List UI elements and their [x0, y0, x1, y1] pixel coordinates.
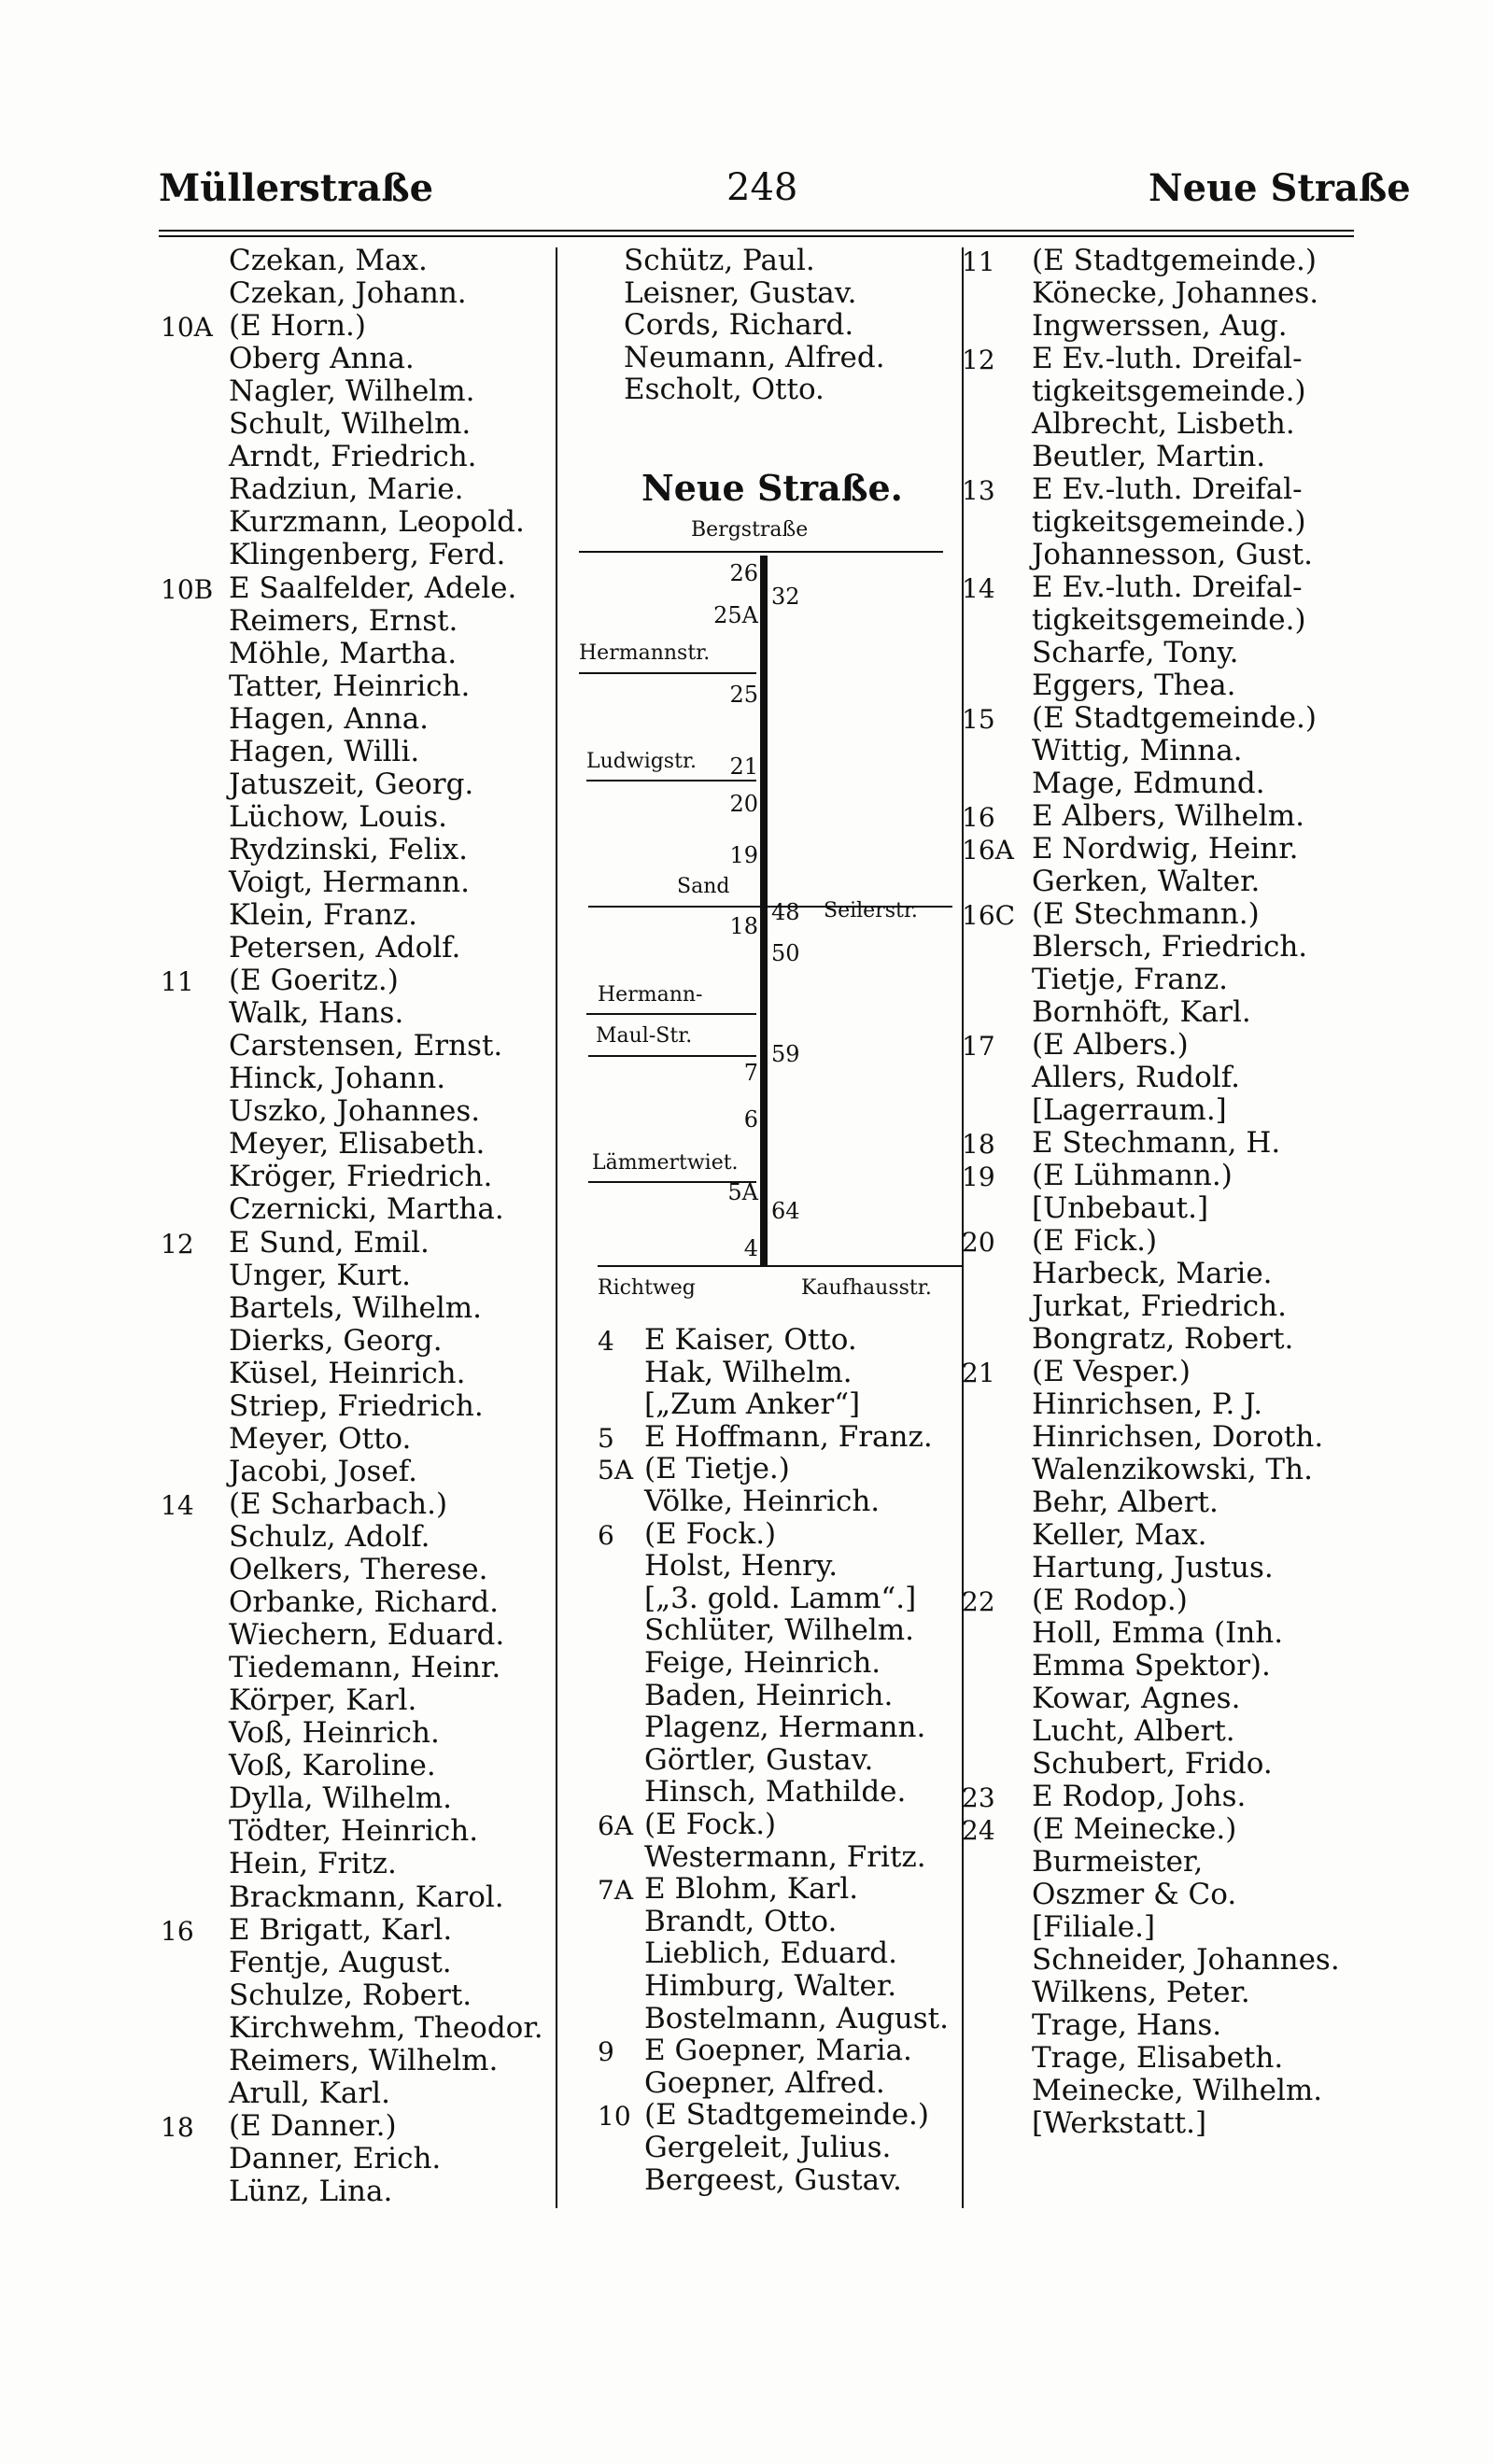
- entry-line: Beutler, Martin.: [1032, 440, 1266, 473]
- entry-line: (E Danner.): [229, 2108, 397, 2143]
- entry-line: Behr, Albert.: [1032, 1485, 1219, 1519]
- entry-line: Dylla, Wilhelm.: [229, 1781, 453, 1816]
- entry-line: Bergeest, Gustav.: [644, 2162, 902, 2197]
- entry-line: (E Scharbach.): [229, 1486, 448, 1521]
- map-street-hermannstr: Hermannstr.: [579, 641, 711, 665]
- entry-line: Tiedemann, Heinr.: [229, 1651, 501, 1685]
- entry-line: Gergeleit, Julius.: [644, 2131, 892, 2164]
- entry-line: Trage, Elisabeth.: [1032, 2041, 1284, 2075]
- map-line-top: [579, 551, 943, 553]
- entry-line: Görtler, Gustav.: [644, 1742, 874, 1777]
- map-house-number-right: 32: [771, 584, 800, 610]
- map-line: [579, 672, 756, 674]
- house-number: 14: [161, 1489, 194, 1521]
- entry-line: (E Lühmann.): [1032, 1159, 1233, 1192]
- house-number: 20: [962, 1227, 995, 1258]
- entry-line: Mage, Edmund.: [1032, 767, 1265, 800]
- house-number: 16: [161, 1915, 194, 1947]
- map-street-hermann: Hermann-: [598, 983, 703, 1007]
- map-street-seilerstr: Seilerstr.: [824, 899, 918, 922]
- house-number: 6A: [598, 1810, 634, 1841]
- entry-line: Wittig, Minna.: [1032, 734, 1243, 767]
- house-number: 12: [161, 1228, 194, 1260]
- house-number: 9: [598, 2036, 614, 2068]
- house-number: 5: [598, 1422, 614, 1454]
- entry-line: Schult, Wilhelm.: [229, 407, 472, 442]
- entry-line: (E Stadtgemeinde.): [644, 2098, 930, 2133]
- entry-line: [Werkstatt.]: [1032, 2106, 1207, 2140]
- entry-line: Oszmer & Co.: [1032, 1878, 1237, 1911]
- map-street-bar: [760, 556, 768, 1265]
- entry-line: Schneider, Johannes.: [1032, 1943, 1340, 1977]
- map-street-laemmertwiet: Lämmertwiet.: [592, 1151, 739, 1175]
- house-number: 5A: [598, 1455, 634, 1486]
- entry-line: Brandt, Otto.: [644, 1904, 838, 1938]
- map-street-ludwigstr: Ludwigstr.: [586, 750, 698, 773]
- entry-line: Czekan, Max.: [229, 244, 428, 277]
- map-line: [586, 780, 756, 781]
- entry-line: Schlüter, Wilhelm.: [644, 1613, 914, 1648]
- house-number: 10: [598, 2101, 631, 2133]
- entry-line: E Hoffmann, Franz.: [644, 1419, 933, 1454]
- entry-line: Westermann, Fritz.: [644, 1839, 926, 1874]
- house-number: 12: [962, 345, 995, 375]
- entry-line: Völke, Heinrich.: [644, 1485, 881, 1518]
- entry-line: Keller, Max.: [1032, 1518, 1207, 1552]
- running-head-left: Müllerstraße: [159, 166, 434, 210]
- entry-line: Kowar, Agnes.: [1032, 1682, 1241, 1715]
- entry-line: E Sund, Emil.: [229, 1225, 430, 1260]
- entry-line: E Nordwig, Heinr.: [1032, 832, 1299, 866]
- house-number: 17: [962, 1031, 995, 1062]
- header-rule-top: [159, 230, 1354, 232]
- entry-line: Trage, Hans.: [1032, 2008, 1222, 2042]
- entry-line: Tietje, Franz.: [1032, 963, 1229, 996]
- entry-line: (E Horn.): [229, 309, 367, 344]
- house-number: 19: [962, 1162, 995, 1192]
- entry-line: [„Zum Anker“]: [644, 1387, 861, 1422]
- entry-line: Wilkens, Peter.: [1032, 1976, 1250, 2009]
- house-number: 22: [962, 1586, 995, 1617]
- entry-line: Blersch, Friedrich.: [1032, 930, 1308, 964]
- entry-line: Goepner, Alfred.: [644, 2065, 885, 2100]
- entry-line: (E Stadtgemeinde.): [1032, 701, 1318, 735]
- entry-line: Cords, Richard.: [624, 308, 854, 342]
- map-house-number-left: 26: [729, 560, 758, 586]
- entry-line: Küsel, Heinrich.: [229, 1356, 466, 1390]
- entry-line: Unger, Kurt.: [229, 1258, 411, 1292]
- entry-line: Walk, Hans.: [229, 996, 404, 1031]
- entry-line: [Unbebaut.]: [1032, 1191, 1209, 1225]
- entry-line: (E Meinecke.): [1032, 1812, 1237, 1846]
- entry-line: tigkeitsgemeinde.): [1032, 374, 1306, 408]
- entry-line: Carstensen, Ernst.: [229, 1029, 503, 1063]
- entry-line: Meinecke, Wilhelm.: [1032, 2074, 1323, 2107]
- entry-line: Albrecht, Lisbeth.: [1032, 407, 1295, 441]
- entry-line: Hein, Fritz.: [229, 1847, 397, 1881]
- entry-line: Eggers, Thea.: [1032, 669, 1236, 702]
- entry-line: Wiechern, Eduard.: [229, 1618, 505, 1653]
- entry-line: tigkeitsgemeinde.): [1032, 505, 1306, 539]
- entry-line: Himburg, Walter.: [644, 1969, 897, 2003]
- entry-line: E Rodop, Johs.: [1032, 1780, 1247, 1813]
- map-house-number-left: 20: [729, 791, 758, 817]
- entry-line: Arndt, Friedrich.: [229, 440, 477, 474]
- house-number: 23: [962, 1782, 995, 1813]
- entry-line: (E Vesper.): [1032, 1355, 1191, 1388]
- entry-line: Lieblich, Eduard.: [644, 1936, 897, 1971]
- entry-line: Hinrichsen, P. J.: [1032, 1387, 1263, 1421]
- entry-line: (E Stechmann.): [1032, 897, 1260, 931]
- entry-line: Klingenberg, Ferd.: [229, 538, 506, 572]
- map-house-number-right: 50: [771, 940, 800, 966]
- map-house-number-left: 6: [743, 1106, 758, 1133]
- house-number: 11: [962, 246, 995, 277]
- entry-line: Scharfe, Tony.: [1032, 636, 1239, 669]
- entry-line: Kröger, Friedrich.: [229, 1160, 493, 1194]
- entry-line: Lünz, Lina.: [229, 2174, 393, 2208]
- map-street-richtweg: Richtweg: [598, 1276, 696, 1300]
- house-number: 14: [962, 573, 995, 604]
- map-house-number-left: 25A: [713, 602, 758, 628]
- entry-line: Jurkat, Friedrich.: [1032, 1289, 1287, 1323]
- entry-line: Hak, Wilhelm.: [644, 1355, 853, 1389]
- house-number: 11: [161, 966, 194, 998]
- entry-line: E Albers, Wilhelm.: [1032, 799, 1305, 833]
- entry-line: Nagler, Wilhelm.: [229, 374, 475, 409]
- entry-line: Könecke, Johannes.: [1032, 276, 1319, 310]
- entry-line: (E Fock.): [644, 1808, 777, 1841]
- entry-line: Johannesson, Gust.: [1032, 538, 1313, 571]
- entry-line: Reimers, Ernst.: [229, 603, 458, 638]
- entry-line: Kurzmann, Leopold.: [229, 505, 525, 540]
- house-number: 18: [161, 2111, 194, 2143]
- house-number: 16: [962, 802, 995, 833]
- map-house-number-left: 21: [729, 753, 758, 780]
- entry-line: Emma Spektor).: [1032, 1649, 1271, 1683]
- map-street-maulstr: Maul-Str.: [596, 1024, 693, 1048]
- entry-line: E Ev.-luth. Dreifal-: [1032, 472, 1303, 506]
- entry-line: [„3. gold. Lamm“.]: [644, 1581, 917, 1615]
- map-house-number-left: 18: [729, 913, 758, 939]
- entry-line: Hinsch, Mathilde.: [644, 1775, 907, 1809]
- entry-line: Hagen, Anna.: [229, 701, 430, 736]
- entry-line: Möhle, Martha.: [229, 636, 458, 670]
- entry-line: Czernicki, Martha.: [229, 1192, 504, 1227]
- entry-line: Escholt, Otto.: [624, 373, 825, 406]
- entry-line: Kirchwehm, Theodor.: [229, 2010, 543, 2045]
- map-street-sand: Sand: [677, 875, 730, 898]
- entry-line: Jacobi, Josef.: [229, 1454, 417, 1488]
- entry-line: Klein, Franz.: [229, 898, 417, 932]
- entry-line: tigkeitsgemeinde.): [1032, 603, 1306, 637]
- entry-line: Radziun, Marie.: [229, 472, 464, 507]
- entry-line: Tatter, Heinrich.: [229, 669, 471, 703]
- map-house-number-right: 48: [771, 899, 800, 925]
- map-street-kaufhausstr: Kaufhausstr.: [801, 1276, 932, 1300]
- entry-line: Uszko, Johannes.: [229, 1094, 481, 1129]
- entry-line: (E Tietje.): [644, 1452, 790, 1486]
- entry-line: Schütz, Paul.: [624, 244, 815, 277]
- street-map: [579, 509, 962, 1300]
- entry-line: Hinck, Johann.: [229, 1062, 446, 1096]
- entry-line: Petersen, Adolf.: [229, 931, 461, 965]
- entry-line: (E Rodop.): [1032, 1584, 1188, 1617]
- entry-line: (E Goeritz.): [229, 964, 399, 998]
- street-title: Neue Straße.: [641, 467, 903, 509]
- map-line-bottom: [598, 1265, 962, 1267]
- page-number: 248: [726, 166, 798, 209]
- map-line: [586, 1013, 756, 1015]
- entry-line: Ingwerssen, Aug.: [1032, 309, 1288, 343]
- entry-line: Hinrichsen, Doroth.: [1032, 1420, 1324, 1454]
- entry-line: Striep, Friedrich.: [229, 1388, 484, 1423]
- entry-line: Oelkers, Therese.: [229, 1553, 488, 1586]
- house-number: 16C: [962, 900, 1016, 931]
- entry-line: (E Stadtgemeinde.): [1032, 244, 1318, 277]
- map-line: [588, 1055, 756, 1057]
- entry-line: [Lagerraum.]: [1032, 1093, 1227, 1127]
- entry-line: Neumann, Alfred.: [624, 340, 885, 374]
- house-number: 21: [962, 1358, 995, 1388]
- entry-line: (E Albers.): [1032, 1028, 1189, 1062]
- entry-line: Voß, Heinrich.: [229, 1716, 440, 1751]
- header-rule-bottom: [159, 235, 1354, 237]
- entry-line: Voß, Karoline.: [229, 1749, 436, 1783]
- entry-line: Dierks, Georg.: [229, 1323, 443, 1358]
- entry-line: E Blohm, Karl.: [644, 1872, 859, 1907]
- column-divider-1: [556, 247, 557, 2208]
- entry-line: E Goepner, Maria.: [644, 2034, 912, 2068]
- entry-line: Feige, Heinrich.: [644, 1646, 881, 1680]
- entry-line: Bartels, Wilhelm.: [229, 1290, 483, 1325]
- entry-line: Hagen, Willi.: [229, 734, 420, 768]
- entry-line: Schubert, Frido.: [1032, 1747, 1273, 1781]
- house-number: 4: [598, 1326, 614, 1357]
- house-number: 6: [598, 1519, 614, 1551]
- entry-line: Hartung, Justus.: [1032, 1551, 1274, 1584]
- entry-line: Arull, Karl.: [229, 2076, 390, 2110]
- map-house-number-left: 7: [743, 1060, 758, 1086]
- entry-line: Czekan, Johann.: [229, 276, 467, 311]
- map-house-number-left: 25: [729, 682, 758, 708]
- entry-line: Brackmann, Karol.: [229, 1880, 504, 1914]
- entry-line: Oberg Anna.: [229, 342, 415, 376]
- entry-line: Lucht, Albert.: [1032, 1714, 1235, 1748]
- entry-line: Leisner, Gustav.: [624, 275, 857, 310]
- map-house-number-left: 4: [743, 1235, 758, 1261]
- entry-line: Jatuszeit, Georg.: [229, 767, 474, 801]
- map-top-street: Bergstraße: [691, 518, 809, 542]
- entry-line: Bostelmann, August.: [644, 2001, 949, 2035]
- map-house-number-right: 59: [771, 1041, 800, 1067]
- entry-line: Lüchow, Louis.: [229, 799, 447, 834]
- entry-line: Schulze, Robert.: [229, 1978, 472, 2012]
- entry-line: E Ev.-luth. Dreifal-: [1032, 342, 1303, 375]
- entry-line: Bornhöft, Karl.: [1032, 995, 1251, 1029]
- entry-line: Körper, Karl.: [229, 1683, 417, 1718]
- entry-line: Plagenz, Hermann.: [644, 1711, 926, 1745]
- house-number: 13: [962, 475, 995, 506]
- entry-line: Fentje, August.: [229, 1945, 452, 1979]
- house-number: 24: [962, 1815, 995, 1846]
- map-house-number-left: 5A: [727, 1179, 758, 1205]
- entry-line: Rydzinski, Felix.: [229, 832, 469, 866]
- house-number: 15: [962, 704, 995, 735]
- house-number: 10A: [161, 312, 213, 344]
- entry-line: Danner, Erich.: [229, 2141, 442, 2175]
- house-number: 16A: [962, 835, 1014, 866]
- entry-line: Gerken, Walter.: [1032, 865, 1261, 898]
- entry-line: Reimers, Wilhelm.: [229, 2043, 499, 2077]
- entry-line: E Ev.-luth. Dreifal-: [1032, 570, 1303, 604]
- entry-line: Schulz, Adolf.: [229, 1519, 430, 1554]
- house-number: 10B: [161, 573, 214, 605]
- entry-line: (E Fick.): [1032, 1224, 1158, 1258]
- map-house-number-left: 19: [729, 842, 758, 868]
- entry-line: E Kaiser, Otto.: [644, 1323, 857, 1357]
- house-number: 18: [962, 1129, 995, 1160]
- entry-line: E Brigatt, Karl.: [229, 1912, 453, 1947]
- running-head-right: Neue Straße: [1149, 166, 1411, 210]
- entry-line: Harbeck, Marie.: [1032, 1257, 1273, 1290]
- entry-line: Walenzikowski, Th.: [1032, 1453, 1313, 1486]
- entry-line: Burmeister,: [1032, 1845, 1204, 1879]
- house-number: 7A: [598, 1875, 634, 1907]
- entry-line: Meyer, Elisabeth.: [229, 1127, 486, 1162]
- entry-line: Holl, Emma (Inh.: [1032, 1616, 1284, 1650]
- entry-line: Bongratz, Robert.: [1032, 1322, 1294, 1356]
- entry-line: Voigt, Hermann.: [229, 865, 470, 899]
- entry-line: E Saalfelder, Adele.: [229, 570, 517, 605]
- entry-line: Meyer, Otto.: [229, 1421, 412, 1456]
- entry-line: Tödter, Heinrich.: [229, 1814, 479, 1849]
- entry-line: E Stechmann, H.: [1032, 1126, 1281, 1160]
- entry-line: (E Fock.): [644, 1516, 777, 1551]
- entry-line: [Filiale.]: [1032, 1910, 1156, 1944]
- entry-line: Holst, Henry.: [644, 1549, 839, 1584]
- entry-line: Allers, Rudolf.: [1032, 1061, 1240, 1094]
- map-house-number-right: 64: [771, 1198, 800, 1224]
- entry-line: Baden, Heinrich.: [644, 1678, 894, 1712]
- entry-line: Orbanke, Richard.: [229, 1585, 499, 1620]
